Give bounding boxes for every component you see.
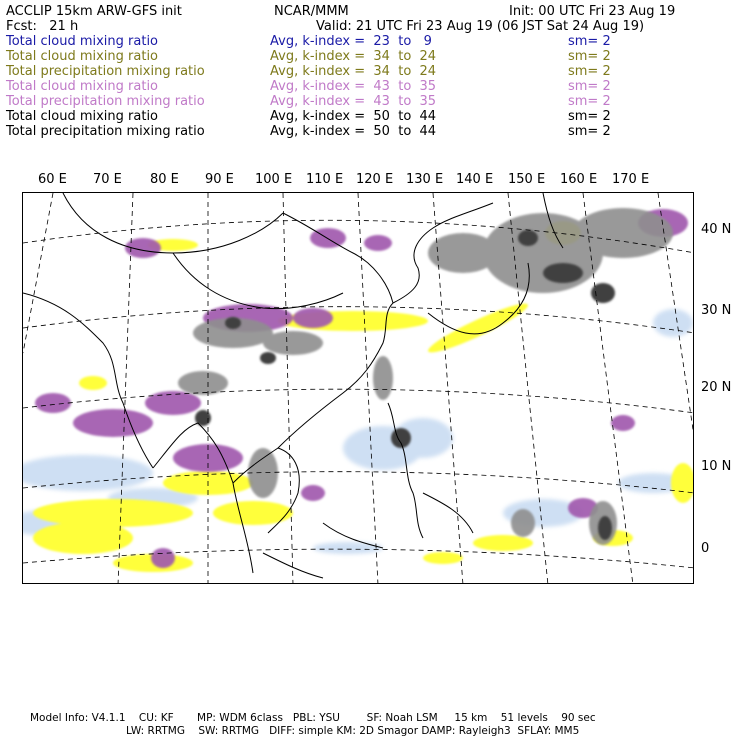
- field-avg: Avg, k-index = 23 to 9: [270, 34, 432, 49]
- model-info-line2: LW: RRTMG SW: RRTMG DIFF: simple KM: 2D Smagor DAMP: Rayleigh3 SFLAY: MM5: [126, 725, 580, 737]
- longitude-label: 60 E: [38, 172, 67, 187]
- longitude-label: 150 E: [508, 172, 546, 187]
- longitude-label: 140 E: [456, 172, 494, 187]
- field-sm: sm= 2: [568, 109, 611, 124]
- latitude-label: 40 N: [701, 222, 732, 237]
- field-sm: sm= 2: [568, 49, 611, 64]
- title-left: ACCLIP 15km ARW-GFS init: [6, 4, 182, 19]
- longitude-label: 80 E: [150, 172, 179, 187]
- valid-time: Valid: 21 UTC Fri 23 Aug 19 (06 JST Sat 24 Aug 19): [316, 19, 645, 34]
- longitude-label: 90 E: [205, 172, 234, 187]
- field-name: Total precipitation mixing ratio: [6, 124, 205, 139]
- field-avg: Avg, k-index = 34 to 24: [270, 49, 437, 64]
- field-row: [6, 64, 736, 79]
- field-avg: Avg, k-index = 43 to 35: [270, 79, 437, 94]
- field-name: Total cloud mixing ratio: [6, 34, 159, 49]
- field-name: Total cloud mixing ratio: [6, 49, 159, 64]
- field-name: Total precipitation mixing ratio: [6, 64, 205, 79]
- field-row: [6, 94, 736, 109]
- field-avg: Avg, k-index = 43 to 35: [270, 94, 437, 109]
- latitude-label: 30 N: [701, 303, 732, 318]
- field-sm: sm= 2: [568, 124, 611, 139]
- latitude-label: 10 N: [701, 459, 732, 474]
- map-canvas: [23, 193, 694, 584]
- field-name: Total cloud mixing ratio: [6, 79, 159, 94]
- field-avg: Avg, k-index = 34 to 24: [270, 64, 437, 79]
- field-sm: sm= 2: [568, 64, 611, 79]
- field-row: [6, 124, 736, 139]
- field-row: [6, 34, 736, 49]
- longitude-label: 100 E: [255, 172, 293, 187]
- field-sm: sm= 2: [568, 34, 611, 49]
- init-time: Init: 00 UTC Fri 23 Aug 19: [509, 4, 676, 19]
- title-center: NCAR/MMM: [274, 4, 349, 19]
- field-avg: Avg, k-index = 50 to 44: [270, 109, 437, 124]
- weather-map: [22, 192, 694, 584]
- forecast-hour: Fcst: 21 h: [6, 19, 79, 34]
- field-name: Total precipitation mixing ratio: [6, 94, 205, 109]
- field-sm: sm= 2: [568, 94, 611, 109]
- latitude-label: 0: [701, 541, 710, 556]
- field-row: [6, 109, 736, 124]
- field-avg: Avg, k-index = 50 to 44: [270, 124, 437, 139]
- field-sm: sm= 2: [568, 79, 611, 94]
- field-name: Total cloud mixing ratio: [6, 109, 159, 124]
- field-row: [6, 49, 736, 64]
- longitude-label: 170 E: [612, 172, 650, 187]
- longitude-label: 160 E: [560, 172, 598, 187]
- longitude-label: 130 E: [406, 172, 444, 187]
- model-info-line1: Model Info: V4.1.1 CU: KF MP: WDM 6class PBL: YSU SF: Noah LSM 15 km 51 levels 90 sec: [30, 712, 596, 724]
- longitude-label: 120 E: [356, 172, 394, 187]
- latitude-label: 20 N: [701, 380, 732, 395]
- longitude-label: 110 E: [306, 172, 344, 187]
- field-row: [6, 79, 736, 94]
- longitude-label: 70 E: [93, 172, 122, 187]
